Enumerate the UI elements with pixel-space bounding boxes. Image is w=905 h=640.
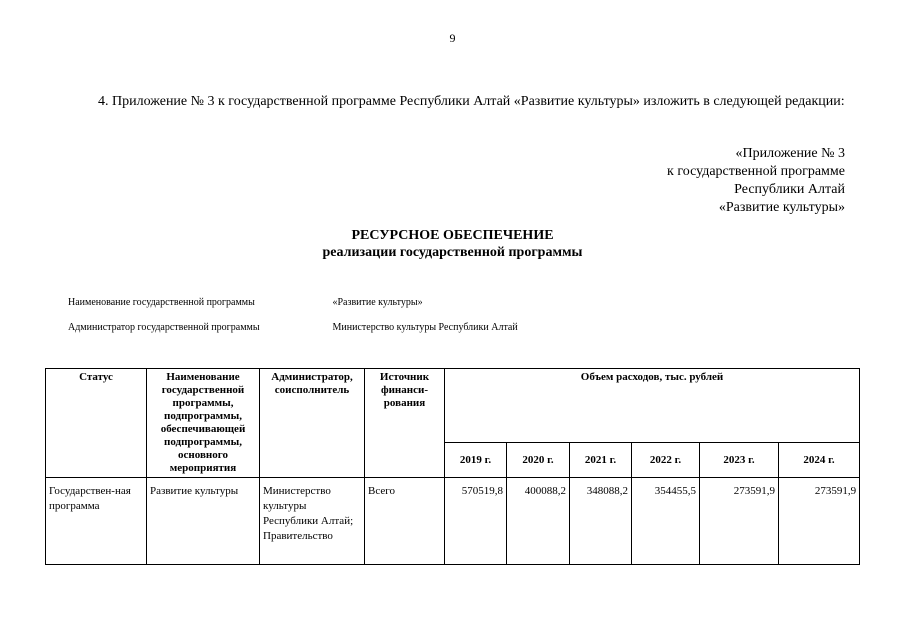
appendix-line: «Развитие культуры»	[718, 200, 845, 215]
header-expenses: Объем расходов, тыс. рублей	[445, 369, 860, 443]
title-line-1: РЕСУРСНОЕ ОБЕСПЕЧЕНИЕ	[351, 228, 554, 243]
program-admin-value: Министерство культуры Республики Алтай	[332, 322, 518, 333]
table-row	[46, 478, 860, 565]
document-title	[0, 227, 905, 261]
cell-program-name: Развитие культуры	[147, 478, 260, 565]
header-year: 2019 г.	[445, 443, 507, 478]
cell-status: Государствен-ная программа	[46, 478, 147, 565]
appendix-line: «Приложение № 3	[735, 146, 845, 161]
header-program-name: Наименование государственной программы, подпрограммы, обеспечивающей подпрограммы, основного мероприятия	[147, 369, 260, 478]
program-admin-label: Администратор государственной программы	[68, 322, 260, 333]
cell-value: 354455,5	[632, 478, 700, 565]
cell-value: 273591,9	[779, 478, 860, 565]
program-name-row	[68, 297, 423, 308]
resource-table	[45, 368, 860, 565]
header-year: 2022 г.	[632, 443, 700, 478]
cell-value: 273591,9	[700, 478, 779, 565]
header-funding-source: Источник финанси-рования	[365, 369, 445, 478]
appendix-reference	[667, 145, 845, 217]
appendix-line: к государственной программе	[667, 164, 845, 179]
header-administrator: Администратор, соисполнитель	[260, 369, 365, 478]
program-name-label: Наименование государственной программы	[68, 297, 255, 308]
cell-value: 400088,2	[507, 478, 570, 565]
header-year: 2021 г.	[570, 443, 632, 478]
program-admin-row	[68, 322, 518, 333]
page-number: 9	[449, 31, 456, 45]
header-year: 2024 г.	[779, 443, 860, 478]
cell-administrator: Министерство культуры Республики Алтай; Правительство	[260, 478, 365, 565]
title-line-2: реализации государственной программы	[322, 245, 583, 260]
program-name-value: «Развитие культуры»	[332, 297, 423, 308]
header-status: Статус	[46, 369, 147, 478]
cell-value: 570519,8	[445, 478, 507, 565]
cell-value: 348088,2	[570, 478, 632, 565]
instruction-paragraph: 4. Приложение № 3 к государственной программе Республики Алтай «Развитие культуры» изложить в следующей редакции:	[98, 94, 845, 109]
header-year: 2023 г.	[700, 443, 779, 478]
cell-funding-source: Всего	[365, 478, 445, 565]
header-year: 2020 г.	[507, 443, 570, 478]
appendix-line: Республики Алтай	[734, 182, 845, 197]
